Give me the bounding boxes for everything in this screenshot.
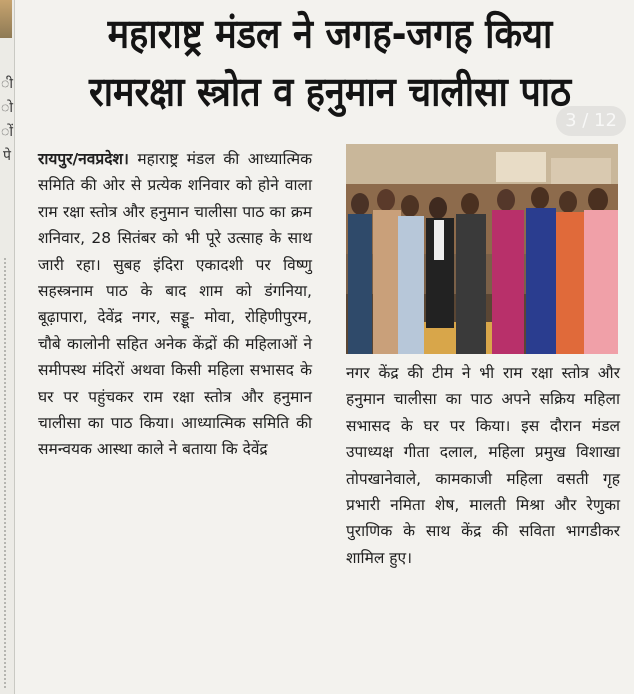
adjacent-page-strip — [0, 0, 15, 694]
column-2-text: नगर केंद्र की टीम ने भी राम रक्षा स्तोत्र और हनुमान चालीसा का पाठ अपने सक्रिय महिला सभासद के घर पर किया। इस दौरान मंडल उपाध्यक्ष गीता दलाल, महिला प्रमुख विशाखा तोपखानेवाले, कामकाजी महिला वसती गृह प्रभारी नमिता शेष, मालती मिश्रा और रेणुका पुराणिक के साथ केंद्र की सविता भागडीकर शामिल हुए। — [346, 364, 620, 567]
article-column-2 — [346, 360, 620, 571]
adjacent-page-image — [0, 0, 12, 38]
group-photo-illustration — [346, 144, 618, 354]
margin-fragment: ी — [1, 76, 13, 92]
headline-line-1: महाराष्ट्र मंडल ने जगह-जगह किया — [107, 11, 553, 58]
column-1-text: महाराष्ट्र मंडल की आध्यात्मिक समिति की ओर से प्रत्येक शनिवार को होने वाला राम रक्षा स्तोत्र और हनुमान चालीसा पाठ का क्रम शनिवार, 28 सितंबर को भी पूरे उत्साह के साथ जारी रहा। सुबह इंदिरा एकादशी पर विष्णु सहस्त्रनाम पाठ के बाद शाम को डंगनिया, बूढ़ापारा, देवेंद्र नगर, सड्डू- मोवा, रोहिणीपुरम, चौबे कालोनी सहित अनेक केंद्रों की महिलाओं ने समीपस्थ मंदिरों अथवा किसी महिला सभासद के घर पर पहुंचकर राम रक्षा स्तोत्र और हनुमान चालीसा का पाठ किया। आध्यात्मिक समिति की समन्वयक आस्था काले ने बताया कि देवेंद्र — [38, 150, 312, 459]
column-divider — [4, 258, 6, 688]
article-column-1 — [38, 146, 312, 463]
page-indicator: 3 / 12 — [556, 106, 626, 136]
dateline: रायपुर/नवप्रदेश। — [38, 150, 129, 168]
margin-fragment: पे — [3, 148, 11, 164]
margin-fragment: ों — [1, 124, 13, 140]
adjacent-page-text — [0, 72, 14, 168]
margin-fragment: ो — [1, 100, 13, 116]
event-photo — [346, 144, 618, 354]
headline-line-2: रामरक्षा स्त्रोत व हनुमान चालीसा पाठ — [88, 69, 572, 116]
article-headline — [30, 6, 630, 122]
